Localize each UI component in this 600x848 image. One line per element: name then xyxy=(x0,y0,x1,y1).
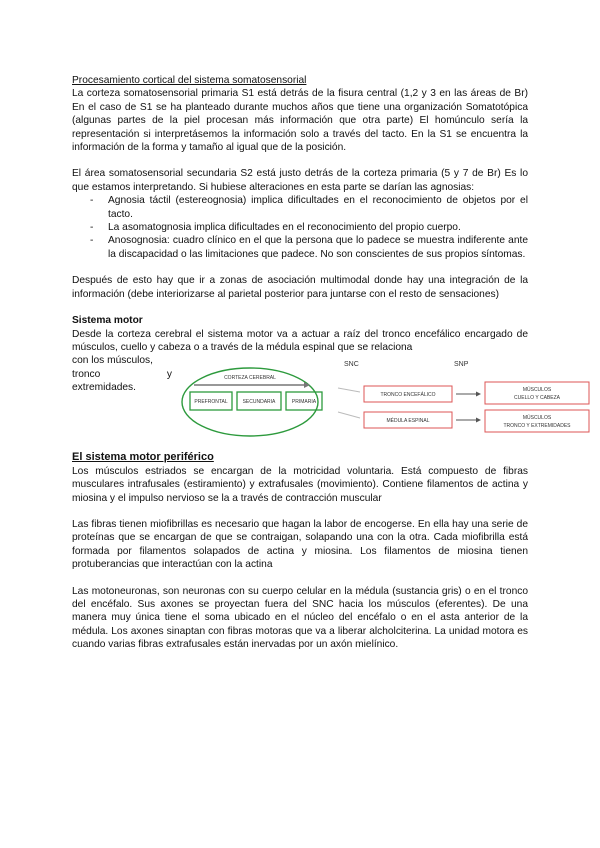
paragraph-association: Después de esto hay que ir a zonas de asociación multimodal donde hay una integración de la información (debe interiorizarse al parietal posterior para juntarse con el resto de sensaciones) xyxy=(72,275,528,300)
paragraph-motor: Desde la corteza cerebral el sistema motor va a actuar a raíz del tronco encefálico encargado de músculos, cuello y cabeza o a través de la médula espinal que se relaciona xyxy=(72,328,528,353)
list-item: - Agnosia táctil (estereognosia) implica dificultades en el reconocimiento de objetos por el tacto. xyxy=(72,194,528,221)
snp-label: SNP xyxy=(454,361,469,369)
primaria-label: PRIMARIA xyxy=(291,399,317,406)
paragraph-peripheral-3: Las motoneuronas, son neuronas con su cuerpo celular en la médula (sustancia gris) o en el tronco del encéfalo. Sus axones se proyectan fuera del SNC hacia los músculos (eferentes). De una manera muy única tiene el soma ubicado en el núcleo del encéfalo o en el asta anterior de la médula. Los axones sinaptan con fibras motoras que va a liberar alcholciterina. La unidad motora es cuando varias fibras extrafusales están inervadas por un axón mielínico. xyxy=(72,585,528,651)
list-item: - La asomatognosia implica dificultades en el reconocimiento del propio cuerpo. xyxy=(72,221,528,234)
tronco-label: TRONCO ENCEFÁLICO xyxy=(380,392,436,399)
motor-system-diagram xyxy=(180,358,600,442)
paragraph-s2: El área somatosensorial secundaria S2 está justo detrás de la corteza primaria (5 y 7 de Br) Es lo que estamos interpretando. Si hubiese alteraciones en esta parte se darían las agnosias: xyxy=(72,168,528,193)
musc-tronco-l1: MÚSCULOS xyxy=(522,415,552,422)
paragraph-peripheral-1: Los músculos estriados se encargan de la motricidad voluntaria. Está compuesto de fibras musculares intrafusales (estiramiento) y extrafusales (movimiento). Contiene filamentos de actina y miosina y el impulso nervioso se la a través de contracción muscular xyxy=(72,465,528,504)
motor-line: y xyxy=(166,368,172,380)
section-title-peripheral: El sistema motor periférico xyxy=(72,451,214,464)
musc-cuello-l1: MÚSCULOS xyxy=(522,387,552,394)
list-item: - Anosognosia: cuadro clínico en el que la persona que lo padece se muestra indiferente ante la discapacidad o las limitaciones que padece. No son conscientes de sus propios síntomas. xyxy=(72,234,528,261)
arrow-head xyxy=(476,418,481,423)
document-page xyxy=(72,74,571,652)
cortex-label: CORTEZA CEREBRAL xyxy=(224,375,276,382)
arrow-to-tronco xyxy=(338,388,360,392)
paragraph-peripheral-2: Las fibras tienen miofibrillas es necesario que hagan la labor de encogerse. En ella hay una serie de proteínas que se encargan de que se contraigan, solapando una con la otra. Cada miofibrilla está formada por filamentos solapados de actina y miosina. Los filamentos de miosina tienen protuberancias que interactúan con la actina xyxy=(72,518,528,571)
arrow-head xyxy=(476,392,481,397)
agnosias-list xyxy=(72,194,528,261)
paragraph-s1: La corteza somatosensorial primaria S1 está detrás de la fisura central (1,2 y 3 en las áreas de Br) En el caso de S1 se ha planteado durante muchos años que tiene una organización Somatotópica (algunas partes de la piel procesan más información que otra parte) El homúnculo sería la representación si interpretásemos la información solo a través del tacto. En la S1 se encuentra la información de la forma y tamaño al igual que de la posición. xyxy=(72,88,528,154)
section-title-motor: Sistema motor xyxy=(72,315,143,327)
medula-label: MÉDULA ESPINAL xyxy=(386,418,430,425)
arrow-to-medula xyxy=(338,412,360,418)
section-title-somatosensorial: Procesamiento cortical del sistema somatosensorial xyxy=(72,75,307,86)
motor-diagram-block xyxy=(72,354,571,438)
musc-tronco-l2: TRONCO Y EXTREMIDADES xyxy=(503,423,571,430)
secundaria-label: SECUNDARIA xyxy=(242,399,276,406)
motor-line: tronco xyxy=(72,368,101,380)
snc-label: SNC xyxy=(344,361,359,369)
musc-cuello-l2: CUELLO Y CABEZA xyxy=(514,395,560,402)
motor-line: extremidades. xyxy=(72,382,136,394)
prefrontal-label: PREFRONTAL xyxy=(194,399,228,406)
motor-line: con los músculos, xyxy=(72,355,153,367)
